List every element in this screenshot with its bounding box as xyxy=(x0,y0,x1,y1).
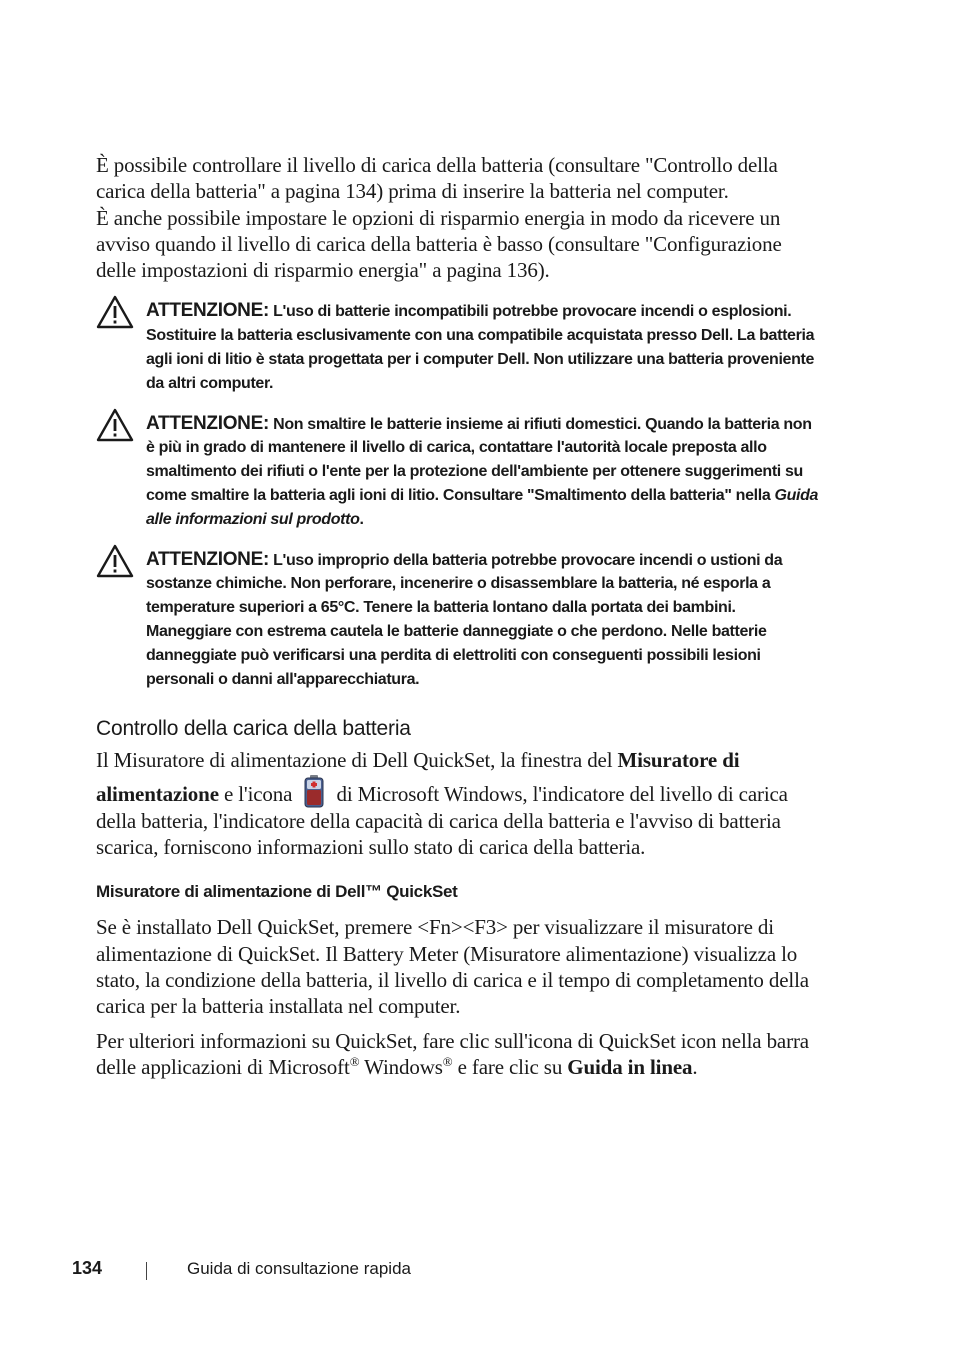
online-help-label: Guida in linea xyxy=(567,1054,693,1079)
warning-triangle-icon xyxy=(96,295,134,329)
warning-label: ATTENZIONE: xyxy=(146,548,270,570)
quickset-paragraph-2 xyxy=(96,1028,824,1081)
registered-mark: ® xyxy=(442,1053,453,1069)
registered-mark: ® xyxy=(349,1053,360,1069)
quickset-text-a: Per ulteriori informazioni su QuickSet, fare clic sull'icona di QuickSet icon nella barra delle applicazioni di Microsoft xyxy=(96,1028,809,1079)
warning-block-1 xyxy=(96,299,824,395)
warning-label: ATTENZIONE: xyxy=(146,412,270,434)
section-text-d: di Microsoft Windows, l'indicatore del livello di carica della batteria, l'indicatore della capacità di carica della batteria e l'avviso di batteria scarica, forniscono informazioni sullo stato di carica della batteria. xyxy=(96,781,788,860)
warning-triangle-icon xyxy=(96,408,134,442)
warning-triangle-icon xyxy=(96,544,134,578)
warning-text: L'uso di batterie incompatibili potrebbe provocare incendi o esplosioni. Sostituire la batteria esclusivamente con una compatibile acquistata presso Dell. La batteria agli ioni di litio è stata progettata per i computer Dell. Non utilizzare una batteria proveniente da altri computer. xyxy=(146,303,815,392)
intro-paragraph-1: È possibile controllare il livello di carica della batteria (consultare "Controllo della carica della batteria" a pagina 134) prima di inserire la batteria nel computer. xyxy=(96,153,778,204)
power-meter-window-name: Misuratore di alimentazione xyxy=(96,748,740,806)
warning-block-2 xyxy=(96,412,824,532)
intro-paragraph-2: È anche possibile impostare le opzioni di risparmio energia in modo da ricevere un avviso quando il livello di carica della batteria è basso (consultare "Configurazione delle impostazioni di risparmio energia" a pagina 136). xyxy=(96,205,782,283)
quickset-text-c: e fare clic su xyxy=(452,1054,568,1079)
warning-text: L'uso improprio della batteria potrebbe provocare incendi o ustioni da sostanze chimiche. Non perforare, incenerire o disassemblare la batteria, né esporla a temperature superiori a 65°C. Tenere la batteria lontano dalla portata dei bambini. Maneggiare con estrema cautela le batterie danneggiate o che perdono. Nelle batterie danneggiate può verificarsi una perdita di elettroliti con conseguenti possibili lesioni personali o danni all'apparecchiatura. xyxy=(146,551,783,688)
product-guide-title: Guida alle informazioni sul prodotto xyxy=(146,487,819,528)
warning-label: ATTENZIONE: xyxy=(146,300,270,322)
subsection-heading: Misuratore di alimentazione di Dell™ QuickSet xyxy=(96,882,458,902)
footer-title: Guida di consultazione rapida xyxy=(187,1259,411,1278)
quickset-paragraph-1: Se è installato Dell QuickSet, premere <Fn><F3> per visualizzare il misuratore di alimentazione di QuickSet. Il Battery Meter (Misuratore alimentazione) visualizza lo stato, la condizione della batteria, il livello di carica e il tempo di completamento della carica per la batteria installata nel computer. xyxy=(96,915,809,1019)
section-text-c: e l'icona xyxy=(218,781,298,806)
footer-divider xyxy=(146,1262,147,1280)
warning-text-tail: . xyxy=(359,510,364,528)
section-paragraph xyxy=(96,747,824,860)
warning-block-3 xyxy=(96,548,824,692)
quickset-text-b: Windows xyxy=(359,1054,443,1079)
battery-icon xyxy=(303,774,325,808)
quickset-text-e: . xyxy=(692,1054,698,1079)
page-content xyxy=(96,152,824,1080)
warning-text: Non smaltire le batterie insieme ai rifiuti domestici. Quando la batteria non è più in grado di mantenere il livello di carica, contattare l'autorità locale preposta allo smaltimento dei rifiuti o l'ente per la protezione dell'ambiente per ottenere suggerimenti su come smaltire la batteria agli ioni di litio. Consultare "Smaltimento della batteria" nella xyxy=(146,415,812,505)
page-number: 134 xyxy=(72,1258,103,1278)
section-heading: Controllo della carica della batteria xyxy=(96,717,411,741)
section-text-a: Il Misuratore di alimentazione di Dell QuickSet, la finestra del xyxy=(96,748,618,773)
